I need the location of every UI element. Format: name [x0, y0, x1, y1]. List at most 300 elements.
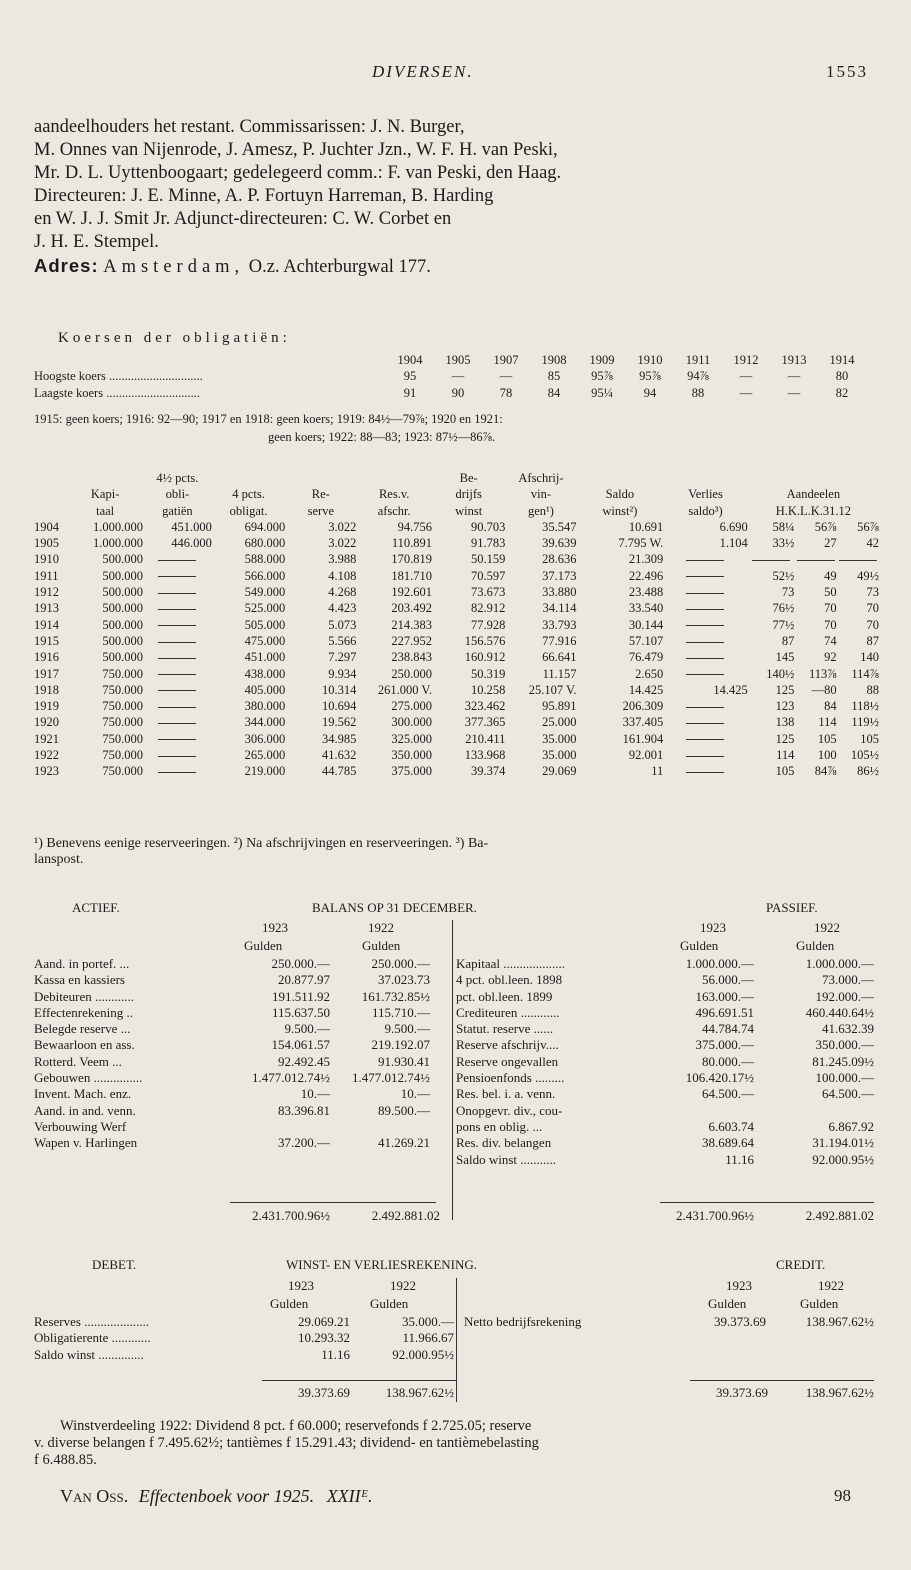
footer-publisher: Van Oss. — [60, 1486, 129, 1506]
dash-mark — [686, 593, 724, 594]
table-row — [34, 519, 879, 535]
value-cell: 73.673 — [470, 585, 506, 600]
dash-mark — [686, 625, 724, 626]
amount-cell: 1.000.000.— — [805, 956, 874, 971]
value-cell — [663, 666, 748, 682]
row-label: Belegde reserve ... — [34, 1021, 131, 1037]
passiva-table — [456, 956, 874, 1168]
amount-cell: 192.000.— — [815, 988, 874, 1004]
value-cell: 750.000 — [102, 666, 143, 681]
value-cell — [663, 584, 748, 600]
amount-cell: 350.000.— — [815, 1037, 874, 1053]
footer-page-number: 98 — [834, 1486, 851, 1505]
row-label: Verbouwing Werf — [34, 1118, 127, 1134]
adres-label: Adres: — [34, 255, 99, 276]
koersen-row-laagste: Laagste koers .............................. 91 90 78 84 95¼ 94 88 — — 82 — [34, 385, 849, 400]
value-cell: 525.000 — [244, 601, 286, 616]
value-cell: 14.425 — [628, 682, 664, 697]
value-cell: 500.000 — [102, 633, 143, 648]
value-cell: 261.000 V. — [377, 682, 432, 697]
table-row — [34, 633, 879, 649]
value-cell: 28.636 — [542, 552, 577, 567]
row-label: Aand. in and. venn. — [34, 1102, 136, 1118]
amount-cell: 375.000.— — [695, 1037, 754, 1053]
value-cell: 219.000 — [244, 764, 286, 779]
value-cell: 750.000 — [102, 699, 143, 714]
value-cell — [143, 682, 212, 698]
value-cell: 505.000 — [244, 617, 286, 632]
year-cell: 1920 — [34, 715, 59, 730]
value-cell: 30.144 — [628, 617, 664, 632]
value-cell: 9.934 — [328, 666, 357, 681]
results-footnote-2: lanspost. — [34, 852, 84, 867]
value-cell: 70 — [824, 601, 837, 616]
amount-cell: 92.000.95½ — [392, 1346, 454, 1362]
row-label: Laagste koers .............................. — [34, 385, 200, 400]
balans-left-unit-1: Gulden — [244, 938, 283, 953]
dash-mark — [839, 560, 877, 561]
table-row — [456, 956, 874, 972]
value-cell: 95.891 — [542, 699, 577, 714]
dash-mark — [158, 642, 196, 643]
amount-cell: 41.632.39 — [822, 1021, 874, 1037]
value-cell: 3.022 — [328, 536, 357, 551]
value-cell: 66.641 — [542, 650, 577, 665]
dash-mark — [686, 674, 724, 675]
amount-cell: 460.440.64½ — [805, 1004, 874, 1020]
value-cell: 113⅞ — [809, 666, 837, 681]
amount-cell: 250.000.— — [271, 956, 330, 971]
value-cell: —80 — [811, 682, 837, 697]
amount-cell: 163.000.— — [695, 988, 754, 1004]
amount-cell: 1.000.000.— — [685, 956, 754, 971]
value-cell: 87 — [866, 633, 879, 648]
value-cell: 50.319 — [470, 666, 506, 681]
value-cell: 549.000 — [244, 585, 286, 600]
value-cell: 588.000 — [244, 552, 286, 567]
value-cell — [143, 666, 212, 682]
amount-cell: 1.477.012.74½ — [252, 1070, 330, 1086]
row-label: 4 pct. obl.leen. 1898 — [456, 972, 563, 988]
value-cell: 438.000 — [244, 666, 286, 681]
value-cell: 92.001 — [628, 748, 664, 763]
amount-cell: 9.500.— — [284, 1021, 330, 1037]
row-label: Effectenrekening .. — [34, 1004, 134, 1020]
year-cell: 1922 — [34, 748, 59, 763]
amount-cell: 91.930.41 — [378, 1053, 430, 1069]
dash-mark — [686, 576, 724, 577]
table-row — [34, 666, 879, 682]
row-label: Statut. reserve ...... — [456, 1021, 554, 1037]
value-cell: 750.000 — [102, 748, 143, 763]
value-cell — [663, 747, 748, 763]
value-cell: 10.314 — [322, 682, 357, 697]
amount-cell: 10.293.32 — [298, 1330, 350, 1346]
table-row — [34, 989, 430, 1005]
amount-cell: 89.500.— — [378, 1102, 430, 1118]
value-cell: 29.069 — [542, 764, 577, 779]
value-cell: 37.173 — [542, 568, 577, 583]
value-cell: 114⅞ — [851, 666, 879, 681]
value-cell: 210.411 — [465, 731, 506, 746]
value-cell: 446.000 — [171, 536, 212, 551]
year-cell: 1918 — [34, 682, 59, 697]
amount-cell: 219.192.07 — [371, 1037, 430, 1053]
row-label: Invent. Mach. enz. — [34, 1086, 132, 1102]
value-cell — [663, 649, 748, 665]
value-cell: 750.000 — [102, 682, 143, 697]
table-row — [34, 972, 430, 988]
row-label: Wapen v. Harlingen — [34, 1135, 138, 1151]
value-cell: 1.104 — [719, 536, 748, 551]
value-cell — [663, 714, 748, 730]
table-row — [34, 956, 430, 972]
value-cell: 306.000 — [244, 731, 286, 746]
dash-mark — [686, 658, 724, 659]
value-cell: 10.258 — [470, 682, 506, 697]
koersen-years-row: 1904 1905 1907 1908 1909 1910 1911 1912 1913 1914 — [397, 353, 855, 367]
amount-cell: 37.200.— — [278, 1135, 330, 1151]
winst-title: WINST- EN VERLIESREKENING. — [286, 1257, 478, 1272]
amount-cell: 20.877.97 — [278, 972, 330, 988]
value-cell: 694.000 — [244, 519, 286, 534]
value-cell: 57.107 — [628, 633, 664, 648]
amount-cell: 106.420.17½ — [685, 1070, 754, 1086]
results-header: 4½ pcts. Be- Afschrij- Kapi- obli- 4 pcts. Re- Res.v. drijfs vin- Saldo Verlies Aandeelen taal gatiën obligat. serve afschr. winst gen¹) winst²) saldo³) H.K.L.K.31.12 — [90, 471, 852, 518]
table-row — [34, 1119, 430, 1135]
table-row — [34, 1054, 430, 1070]
adres-city: Amsterdam, — [103, 257, 245, 277]
value-cell: 3.988 — [328, 552, 357, 567]
amount-cell: 250.000.— — [371, 956, 430, 971]
balans-title: BALANS OP 31 DECEMBER. — [312, 900, 477, 915]
value-cell: 27 — [824, 536, 837, 551]
credit-table — [464, 1314, 874, 1330]
amount-cell: 10.— — [300, 1086, 330, 1102]
table-row — [456, 1070, 874, 1086]
table-row — [34, 1037, 430, 1053]
table-row — [34, 714, 879, 730]
table-row — [34, 1347, 454, 1363]
intro-line: M. Onnes van Nijenrode, J. Amesz, P. Juchter Jzn., W. F. H. van Peski, — [34, 140, 558, 160]
table-row — [34, 1086, 430, 1102]
winst-credit-title: CREDIT. — [776, 1257, 826, 1272]
value-cell — [663, 568, 748, 584]
winst-rule-right — [690, 1380, 874, 1381]
balans-rule-right — [660, 1202, 874, 1203]
value-cell: 350.000 — [391, 748, 432, 763]
winst-total-right-2: 138.967.62½ — [805, 1385, 874, 1400]
amount-cell — [234, 1119, 330, 1135]
balans-left-year-2: 1922 — [368, 920, 394, 935]
amount-cell: 100.000.— — [815, 1070, 874, 1086]
value-cell: 35.000 — [542, 748, 577, 763]
dash-mark — [158, 576, 196, 577]
row-label: Bewaarloon en ass. — [34, 1037, 135, 1053]
row-label: Reserve ongevallen — [456, 1053, 559, 1069]
row-label: Kassa en kassiers — [34, 972, 125, 988]
value-cell: 82.912 — [470, 601, 506, 616]
dash-mark — [158, 756, 196, 757]
table-row — [456, 1005, 874, 1021]
row-label: Res. bel. i. a. venn. — [456, 1086, 556, 1102]
balans-left-year-1: 1923 — [262, 920, 288, 935]
dash-mark — [158, 739, 196, 740]
amount-cell: 161.732.85½ — [361, 988, 430, 1004]
row-label: Saldo winst .............. — [34, 1346, 144, 1362]
value-cell: 23.488 — [628, 585, 664, 600]
winst-total-left-1: 39.373.69 — [298, 1385, 350, 1400]
year-cell: 1910 — [34, 552, 59, 567]
value-cell: 500.000 — [102, 568, 143, 583]
table-row — [456, 1054, 874, 1070]
dash-mark — [686, 560, 724, 561]
amount-cell: 9.500.— — [384, 1021, 430, 1037]
dash-mark — [797, 560, 835, 561]
value-cell: 323.462 — [464, 699, 506, 714]
value-cell: 70 — [866, 617, 879, 632]
year-cell: 1904 — [34, 519, 59, 534]
value-cell: 140 — [860, 650, 879, 665]
dash-mark — [158, 690, 196, 691]
value-cell: 25.000 — [542, 715, 577, 730]
value-cell: 33½ — [772, 536, 795, 551]
amount-cell: 496.691.51 — [695, 1004, 754, 1020]
value-cell: 35.000 — [542, 731, 577, 746]
dash-mark — [158, 707, 196, 708]
value-cell: 2.650 — [635, 666, 664, 681]
amount-cell: 154.061.57 — [271, 1037, 330, 1053]
table-row — [456, 1135, 874, 1151]
amount-cell: 56.000.— — [702, 972, 754, 988]
year-cell: 1905 — [34, 536, 59, 551]
koersen-title: Koersen der obligatiën: — [58, 330, 291, 346]
value-cell: 87 — [781, 633, 795, 648]
value-cell: 39.639 — [542, 536, 577, 551]
koersen-row-hoogste: Hoogste koers .............................. 95 — — 85 95⅞ 95⅞ 94⅞ — — 80 — [34, 369, 849, 384]
value-cell — [143, 698, 212, 714]
value-cell: 118½ — [851, 699, 879, 714]
value-cell: 325.000 — [391, 731, 432, 746]
value-cell: 56⅞ — [857, 519, 879, 534]
dash-mark — [686, 723, 724, 724]
value-cell: 4.268 — [328, 585, 357, 600]
value-cell — [837, 551, 879, 567]
value-cell: 114 — [818, 715, 837, 730]
amount-cell: 31.194.01½ — [812, 1135, 874, 1151]
value-cell: 11.157 — [542, 666, 577, 681]
value-cell: 265.000 — [244, 748, 286, 763]
value-cell: 90.703 — [470, 519, 506, 534]
year-cell: 1913 — [34, 601, 59, 616]
row-label: Onopgevr. div., cou- — [456, 1102, 563, 1118]
value-cell: 49½ — [857, 568, 879, 583]
value-cell — [143, 747, 212, 763]
row-label: Kapitaal ................... — [456, 956, 566, 971]
value-cell: 14.425 — [713, 682, 748, 697]
dash-mark — [158, 560, 196, 561]
value-cell: 105½ — [850, 748, 879, 763]
amount-cell: 80.000.— — [702, 1053, 754, 1069]
winst-right-year-2: 1922 — [818, 1278, 844, 1293]
value-cell: 105 — [860, 731, 879, 746]
balans-total-right-1: 2.431.700.96½ — [676, 1208, 754, 1223]
amount-cell: 64.500.— — [822, 1086, 874, 1102]
year-cell: 1914 — [34, 617, 59, 632]
value-cell: 475.000 — [244, 633, 286, 648]
dash-mark — [686, 609, 724, 610]
table-row — [34, 617, 879, 633]
value-cell: 91.783 — [470, 536, 506, 551]
amount-cell: 64.500.— — [702, 1086, 754, 1102]
running-head: DIVERSEN. — [372, 62, 474, 81]
row-label: pons en oblig. ... — [456, 1118, 543, 1134]
table-row — [34, 1005, 430, 1021]
table-row — [464, 1314, 874, 1330]
amount-cell: 92.000.95½ — [812, 1151, 874, 1167]
value-cell: 7.795 W. — [618, 536, 664, 551]
value-cell: 35.547 — [542, 519, 577, 534]
value-cell — [748, 551, 795, 567]
value-cell: 56⅞ — [814, 519, 837, 534]
winst-right-year-1: 1923 — [726, 1278, 752, 1293]
page-number: 1553 — [826, 62, 868, 81]
row-label: Netto bedrijfsrekening — [464, 1314, 582, 1329]
dash-mark — [686, 739, 724, 740]
value-cell: 42 — [866, 536, 879, 551]
footer-book: Effectenboek voor 1925. — [138, 1486, 315, 1506]
row-label: pct. obl.leen. 1899 — [456, 988, 553, 1004]
table-row — [34, 698, 879, 714]
dash-mark — [158, 658, 196, 659]
amount-cell: 92.492.45 — [278, 1053, 330, 1069]
value-cell: 88 — [866, 682, 879, 697]
value-cell: 21.309 — [628, 552, 664, 567]
winstverdeeling-line-3: f 6.488.85. — [34, 1452, 97, 1468]
intro-line: Directeuren: J. E. Minne, A. P. Fortuyn Harreman, B. Harding — [34, 186, 494, 206]
dash-mark — [158, 772, 196, 773]
value-cell: 238.843 — [391, 650, 432, 665]
year-cell: 1919 — [34, 699, 59, 714]
value-cell — [143, 551, 212, 567]
year-cell: 1921 — [34, 731, 59, 746]
row-label: Aand. in portef. ... — [34, 956, 130, 971]
value-cell: 161.904 — [622, 731, 664, 746]
value-cell — [794, 551, 836, 567]
row-label: Pensioenfonds ......... — [456, 1070, 565, 1086]
value-cell: 250.000 — [391, 666, 432, 681]
value-cell: 133.968 — [464, 748, 506, 763]
table-row — [456, 972, 874, 988]
row-label: Crediteuren ............ — [456, 1004, 560, 1020]
table-row — [456, 1086, 874, 1102]
value-cell — [143, 584, 212, 600]
value-cell: 405.000 — [244, 682, 286, 697]
table-row — [34, 1314, 454, 1330]
intro-line: J. H. E. Stempel. — [34, 232, 159, 252]
row-label: Res. div. belangen — [456, 1135, 552, 1151]
winstverdeeling-line-2: v. diverse belangen f 7.495.62½; tantièmes f 15.291.43; dividend- en tantièmebelasting — [34, 1435, 539, 1451]
value-cell: 73 — [866, 585, 879, 600]
year-cell: 1923 — [34, 764, 59, 779]
value-cell — [663, 731, 748, 747]
value-cell: 1.000.000 — [92, 536, 143, 551]
winst-right-unit-1: Gulden — [708, 1296, 747, 1311]
row-label: Reserve afschrijv.... — [456, 1037, 559, 1053]
table-row — [34, 747, 879, 763]
balans-total-right-2: 2.492.881.02 — [805, 1208, 874, 1223]
winst-total-right-1: 39.373.69 — [716, 1385, 768, 1400]
value-cell: 105 — [817, 731, 837, 746]
row-label: Rotterd. Veem ... — [34, 1053, 122, 1069]
winst-left-year-2: 1922 — [390, 1278, 416, 1293]
value-cell: 70.597 — [470, 568, 506, 583]
value-cell: 750.000 — [102, 731, 143, 746]
table-row — [34, 1021, 430, 1037]
value-cell — [143, 617, 212, 633]
value-cell: 77.928 — [470, 617, 506, 632]
value-cell: 76.479 — [628, 650, 664, 665]
value-cell: 33.793 — [542, 617, 577, 632]
value-cell — [143, 763, 212, 779]
table-row — [34, 600, 879, 616]
table-row — [34, 731, 879, 747]
value-cell: 156.576 — [464, 633, 506, 648]
table-row — [456, 1037, 874, 1053]
amount-cell: 11.16 — [725, 1151, 754, 1167]
winst-left-year-1: 1923 — [288, 1278, 314, 1293]
table-row — [34, 649, 879, 665]
value-cell: 33.880 — [542, 585, 577, 600]
value-cell: 214.383 — [391, 617, 432, 632]
table-row — [34, 568, 879, 584]
balans-total-left-2: 2.492.881.02 — [371, 1208, 440, 1223]
value-cell: 192.601 — [391, 585, 432, 600]
amount-cell — [754, 1103, 874, 1119]
winst-total-left-2: 138.967.62½ — [385, 1385, 454, 1400]
value-cell: 77½ — [772, 617, 795, 632]
row-label: Debiteuren ............ — [34, 988, 135, 1004]
table-row — [34, 584, 879, 600]
amount-cell: 44.784.74 — [702, 1021, 754, 1037]
value-cell: 92 — [824, 650, 837, 665]
dash-mark — [158, 609, 196, 610]
table-row — [34, 1330, 454, 1346]
amount-cell: 6.867.92 — [828, 1118, 874, 1134]
value-cell: 451.000 — [244, 650, 286, 665]
balans-rule-left — [230, 1202, 436, 1203]
value-cell: 94.756 — [397, 519, 432, 534]
dash-mark — [158, 674, 196, 675]
value-cell: 10.691 — [628, 519, 664, 534]
value-cell: 41.632 — [322, 748, 357, 763]
value-cell — [663, 698, 748, 714]
amount-cell — [330, 1119, 430, 1135]
value-cell: 86½ — [857, 764, 879, 779]
amount-cell: 41.269.21 — [378, 1135, 430, 1151]
value-cell: 5.073 — [328, 617, 357, 632]
table-row — [34, 763, 879, 779]
intro-line: Mr. D. L. Uyttenboogaart; gedelegeerd comm.: F. van Peski, den Haag. — [34, 163, 562, 183]
value-cell — [143, 731, 212, 747]
amount-cell: 10.— — [400, 1086, 430, 1102]
table-row — [456, 1119, 874, 1135]
table-row — [34, 1103, 430, 1119]
intro-line: aandeelhouders het restant. Commissarissen: J. N. Burger, — [34, 117, 465, 137]
value-cell: 500.000 — [102, 601, 143, 616]
amount-cell: 11.966.67 — [402, 1330, 454, 1346]
value-cell: 49 — [824, 568, 837, 583]
